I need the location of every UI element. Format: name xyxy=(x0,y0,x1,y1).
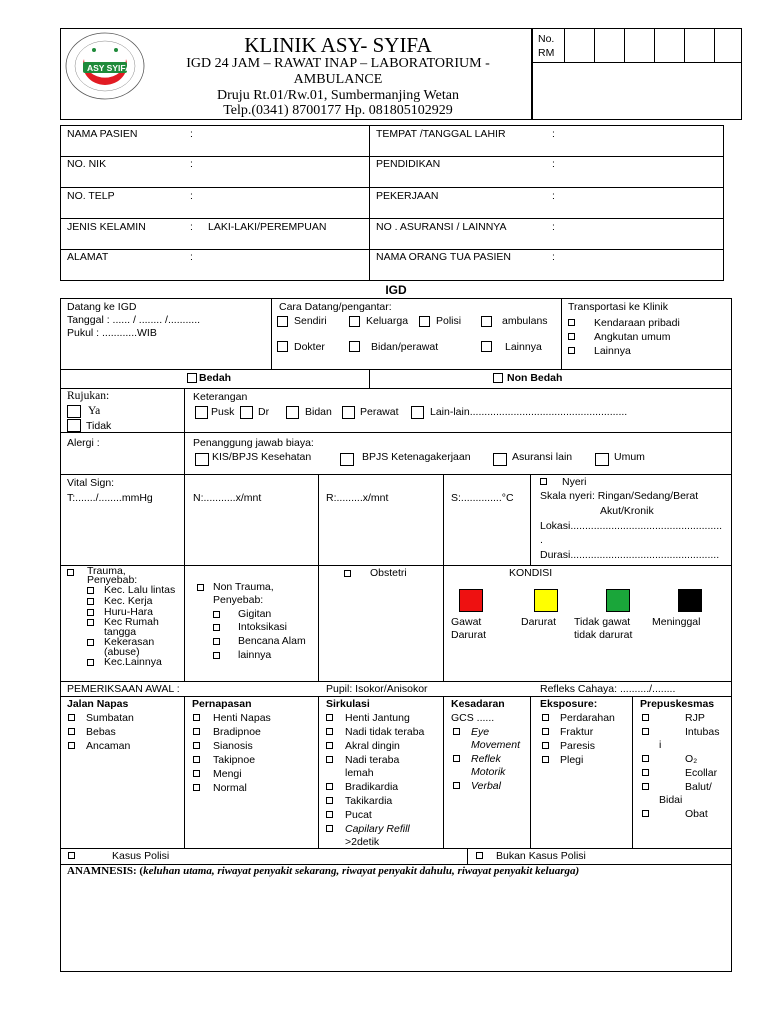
trauma-item: Kec. Kerja xyxy=(104,595,153,607)
gender-value: LAKI-LAKI/PEREMPUAN xyxy=(208,221,327,233)
checkbox-bukan-kasus-polisi[interactable] xyxy=(476,852,483,859)
checkbox-obstetri[interactable] xyxy=(344,570,351,577)
keterangan-label: Keterangan xyxy=(193,391,248,403)
checkbox-umum[interactable] xyxy=(595,453,609,466)
checkbox-o2[interactable] xyxy=(642,755,649,762)
option-kis-bpjs: KIS/BPJS Kesehatan xyxy=(212,451,312,463)
checkbox-kendaraan[interactable] xyxy=(568,319,575,326)
checkbox-huru-hara[interactable] xyxy=(87,609,94,616)
label-nama-pasien: NAMA PASIEN xyxy=(67,128,138,140)
tanggal-field[interactable]: Tanggal : ...... / ........ /........... xyxy=(67,314,201,326)
lokasi-dot: . xyxy=(540,534,543,546)
eksposure-item: Fraktur xyxy=(560,726,594,738)
checkbox-intubasi[interactable] xyxy=(642,728,649,735)
kondisi-tidak-darurat: tidak darurat xyxy=(574,629,633,641)
pernapasan-item: Bradipnoe xyxy=(213,726,261,738)
clinic-name: KLINIK ASY- SYIFA xyxy=(244,33,432,57)
checkbox-kis-bpjs[interactable] xyxy=(195,453,209,466)
label-jenis-kelamin: JENIS KELAMIN xyxy=(67,221,146,233)
checkbox-sianosis[interactable] xyxy=(193,742,200,749)
colon: : xyxy=(190,190,193,202)
rujukan-tidak: Tidak xyxy=(86,420,112,432)
prepuskesmas-item: O₂ xyxy=(685,753,698,765)
clinic-logo xyxy=(64,31,146,101)
prepuskesmas-item: i xyxy=(659,739,662,751)
jalan-napas-item: Sumbatan xyxy=(86,712,134,724)
pupil-field: Pupil: Isokor/Anisokor xyxy=(326,683,428,695)
checkbox-obat[interactable] xyxy=(642,810,649,817)
non-bedah-label: Non Bedah xyxy=(507,372,563,384)
alergi-label: Alergi : xyxy=(67,437,100,449)
kesadaran-item: Movement xyxy=(471,739,521,751)
skala-nyeri-2: Akut/Kronik xyxy=(600,505,654,517)
obstetri-label: Obstetri xyxy=(370,567,407,579)
sirkulasi-item: Pucat xyxy=(345,809,372,821)
checkbox-kekerasan[interactable] xyxy=(87,639,94,646)
checkbox-eye-movement[interactable] xyxy=(453,728,460,735)
option-kendaraan: Kendaraan pribadi xyxy=(594,317,680,329)
trauma-item: Kec Rumah xyxy=(104,616,159,628)
option-bidan: Bidan xyxy=(305,406,332,418)
checkbox-pucat[interactable] xyxy=(326,811,333,818)
anamnesis-title: ANAMNESIS: ( xyxy=(67,865,144,877)
colon: : xyxy=(552,158,555,170)
kondisi-green-swatch[interactable] xyxy=(606,589,630,612)
kondisi-meninggal: Meninggal xyxy=(652,616,701,628)
rujukan-ya: Ya xyxy=(88,405,101,417)
biaya-label: Penanggung jawab biaya: xyxy=(193,437,314,449)
prepuskesmas-item: Bidai xyxy=(659,794,683,806)
checkbox-perdarahan[interactable] xyxy=(542,714,549,721)
datang-label: Datang ke IGD xyxy=(67,301,137,313)
nontrauma-item: Bencana Alam xyxy=(238,635,306,647)
kasus-polisi-label: Kasus Polisi xyxy=(112,850,170,862)
sirkulasi-item: Nadi tidak teraba xyxy=(345,726,425,738)
trauma-item: Huru-Hara xyxy=(104,606,154,618)
option-polisi: Polisi xyxy=(436,315,462,327)
checkbox-balut-bidai[interactable] xyxy=(642,783,649,790)
eksposure-item: Paresis xyxy=(560,740,596,752)
checkbox-bebas[interactable] xyxy=(68,728,75,735)
checkbox-plegi[interactable] xyxy=(542,756,549,763)
kondisi-label: KONDISI xyxy=(509,567,553,579)
checkbox-fraktur[interactable] xyxy=(542,728,549,735)
label-nama-orang-tua: NAMA ORANG TUA PASIEN xyxy=(376,251,511,263)
checkbox-ambulans[interactable] xyxy=(481,316,492,327)
prepuskesmas-item: Balut/ xyxy=(685,781,712,793)
checkbox-akral-dingin[interactable] xyxy=(326,742,333,749)
checkbox-polisi[interactable] xyxy=(419,316,430,327)
colon: : xyxy=(552,128,555,140)
nyeri-label: Nyeri xyxy=(562,476,587,488)
option-asuransi-lain: Asuransi lain xyxy=(512,451,573,463)
prepuskesmas-item: Ecollar xyxy=(685,767,718,779)
checkbox-trauma[interactable] xyxy=(67,569,74,576)
trauma-item: tangga xyxy=(104,626,137,638)
checkbox-dr[interactable] xyxy=(240,406,253,419)
kesadaran-item: Verbal xyxy=(471,780,501,792)
vital-resp[interactable]: R:.........x/mnt xyxy=(326,492,389,504)
checkbox-pusk[interactable] xyxy=(195,406,208,419)
checkbox-kec-rumah-tangga[interactable] xyxy=(87,619,94,626)
kondisi-darurat: Darurat xyxy=(521,616,557,628)
checkbox-rjp[interactable] xyxy=(642,714,649,721)
clinic-phone: Telp.(0341) 8700177 Hp. 081805102929 xyxy=(223,103,453,118)
eksposure-title: Eksposure: xyxy=(540,698,598,710)
nontrauma-item: Gigitan xyxy=(238,608,272,620)
nontrauma-item: Intoksikasi xyxy=(238,621,288,633)
checkbox-ecollar[interactable] xyxy=(642,769,649,776)
jalan-napas-title: Jalan Napas xyxy=(67,698,129,710)
checkbox-angkutan[interactable] xyxy=(568,333,575,340)
pernapasan-item: Takipnoe xyxy=(213,754,256,766)
checkbox-lain-lain[interactable] xyxy=(411,406,424,419)
pernapasan-title: Pernapasan xyxy=(192,698,252,710)
checkbox-bidan[interactable] xyxy=(286,406,299,419)
bukan-kasus-polisi-label: Bukan Kasus Polisi xyxy=(496,850,586,862)
kondisi-gawat-darurat: Gawat xyxy=(451,616,482,628)
checkbox-normal[interactable] xyxy=(193,784,200,791)
vital-nadi[interactable]: N:...........x/mnt xyxy=(193,492,262,504)
checkbox-kec-lainnya[interactable] xyxy=(87,659,94,666)
kondisi-black-swatch[interactable] xyxy=(678,589,702,612)
label-no-telp: NO. TELP xyxy=(67,190,115,202)
sirkulasi-item: Capilary Refill xyxy=(345,823,410,835)
pemeriksaan-label: PEMERIKSAAN AWAL : xyxy=(67,683,180,695)
colon: : xyxy=(552,221,555,233)
lokasi-field[interactable]: Lokasi.................................................... xyxy=(540,520,723,532)
skala-nyeri: Skala nyeri: Ringan/Sedang/Berat xyxy=(540,490,699,502)
vital-suhu[interactable]: S:..............°C xyxy=(451,492,514,504)
prepuskesmas-item: Intubas xyxy=(685,726,720,738)
rm-label-no: No. xyxy=(538,33,555,45)
colon: : xyxy=(190,158,193,170)
checkbox-bidan-perawat[interactable] xyxy=(349,341,360,352)
nontrauma-item: lainnya xyxy=(238,649,272,661)
label-tempat-lahir: TEMPAT /TANGGAL LAHIR xyxy=(376,128,506,140)
kondisi-tidak-gawat: Tidak gawat xyxy=(574,616,631,628)
checkbox-capilary-refill[interactable] xyxy=(326,825,333,832)
sirkulasi-item: Takikardia xyxy=(345,795,393,807)
sirkulasi-item: lemah xyxy=(345,767,374,779)
checkbox-sendiri[interactable] xyxy=(277,316,288,327)
transport-label: Transportasi ke Klinik xyxy=(568,301,668,313)
option-keluarga: Keluarga xyxy=(366,315,409,327)
kesadaran-item: Motorik xyxy=(471,766,506,778)
trauma-sub: Penyebab: xyxy=(87,574,138,586)
checkbox-rujukan-tidak[interactable] xyxy=(67,419,81,432)
checkbox-non-bedah[interactable] xyxy=(493,373,503,383)
colon: : xyxy=(190,128,193,140)
option-pusk: Pusk xyxy=(211,406,235,418)
clinic-address: Druju Rt.01/Rw.01, Sumbermanjing Wetan xyxy=(217,88,459,103)
igd-title: IGD xyxy=(385,283,407,297)
pukul-field[interactable]: Pukul : ............WIB xyxy=(67,327,157,339)
services-line-2: AMBULANCE xyxy=(293,72,383,87)
checkbox-keluarga[interactable] xyxy=(349,316,360,327)
option-ambulans: ambulans xyxy=(502,315,548,327)
cara-label: Cara Datang/pengantar: xyxy=(279,301,392,313)
kesadaran-item: Eye xyxy=(471,726,490,738)
checkbox-nontrauma-lainnya[interactable] xyxy=(213,652,220,659)
option-lain-lain[interactable]: Lain-lain...................................................... xyxy=(430,406,628,418)
pernapasan-item: Normal xyxy=(213,782,247,794)
kondisi-gawat-darurat-2: Darurat xyxy=(451,629,487,641)
checkbox-kec-lalu-lintas[interactable] xyxy=(87,587,94,594)
kondisi-yellow-swatch[interactable] xyxy=(534,589,558,612)
checkbox-paresis[interactable] xyxy=(542,742,549,749)
prepuskesmas-title: Prepuskesmas xyxy=(640,698,715,710)
kesadaran-title: Kesadaran xyxy=(451,698,505,710)
pernapasan-item: Mengi xyxy=(213,768,242,780)
pernapasan-item: Henti Napas xyxy=(213,712,271,724)
checkbox-nadi-teraba-lemah[interactable] xyxy=(326,756,333,763)
colon: : xyxy=(552,251,555,263)
sirkulasi-item: Nadi teraba xyxy=(345,754,400,766)
anamnesis-label xyxy=(67,865,579,877)
kondisi-red-swatch[interactable] xyxy=(459,589,483,612)
checkbox-bradikardia[interactable] xyxy=(326,783,333,790)
trauma-item: Kec.Lainnya xyxy=(104,656,162,668)
checkbox-bpjs-tk[interactable] xyxy=(340,453,354,466)
sirkulasi-item: >2detik xyxy=(345,836,380,848)
checkbox-verbal[interactable] xyxy=(453,782,460,789)
option-bpjs-tk: BPJS Ketenagakerjaan xyxy=(362,451,471,463)
jalan-napas-item: Ancaman xyxy=(86,740,131,752)
trauma-item: Kekerasan xyxy=(104,636,155,648)
anamnesis-textarea[interactable] xyxy=(62,880,730,970)
option-perawat: Perawat xyxy=(360,406,399,418)
trauma-item: (abuse) xyxy=(104,646,140,658)
checkbox-gigitan[interactable] xyxy=(213,611,220,618)
option-dokter: Dokter xyxy=(294,341,325,353)
trauma-title: Trauma, xyxy=(87,565,126,577)
checkbox-kasus-polisi[interactable] xyxy=(68,852,75,859)
checkbox-perawat[interactable] xyxy=(342,406,355,419)
sirkulasi-item: Bradikardia xyxy=(345,781,399,793)
checkbox-reflek-motorik[interactable] xyxy=(453,755,460,762)
checkbox-kec-kerja[interactable] xyxy=(87,598,94,605)
durasi-field[interactable]: Durasi................................................... xyxy=(540,549,720,561)
kesadaran-item: Reflek xyxy=(471,753,501,765)
checkbox-henti-jantung[interactable] xyxy=(326,714,333,721)
checkbox-intoksikasi[interactable] xyxy=(213,624,220,631)
checkbox-takipnoe[interactable] xyxy=(193,756,200,763)
colon: : xyxy=(190,251,193,263)
option-lainnya: Lainnya xyxy=(505,341,542,353)
colon: : xyxy=(190,221,193,233)
checkbox-rujukan-ya[interactable] xyxy=(67,405,81,418)
label-pekerjaan: PEKERJAAN xyxy=(376,190,439,202)
prepuskesmas-item: Obat xyxy=(685,808,708,820)
prepuskesmas-item: RJP xyxy=(685,712,705,724)
eksposure-item: Plegi xyxy=(560,754,584,766)
colon: : xyxy=(552,190,555,202)
sirkulasi-item: Akral dingin xyxy=(345,740,400,752)
checkbox-dokter[interactable] xyxy=(277,341,288,352)
vital-label: Vital Sign: xyxy=(67,477,115,489)
logo-text: ASY SYIFA xyxy=(87,63,132,73)
trauma-item: Kec. Lalu lintas xyxy=(104,584,176,596)
checkbox-nyeri[interactable] xyxy=(540,478,547,485)
checkbox-sumbatan[interactable] xyxy=(68,714,75,721)
sirkulasi-title: Sirkulasi xyxy=(326,698,370,710)
option-umum: Umum xyxy=(614,451,645,463)
rujukan-label: Rujukan: xyxy=(67,390,110,402)
checkbox-non-trauma[interactable] xyxy=(197,584,204,591)
option-dr: Dr xyxy=(258,406,270,418)
checkbox-lainnya[interactable] xyxy=(481,341,492,352)
checkbox-asuransi-lain[interactable] xyxy=(493,453,507,466)
label-no-nik: NO. NIK xyxy=(67,158,107,170)
jalan-napas-item: Bebas xyxy=(86,726,116,738)
gcs-field[interactable]: GCS ...... xyxy=(451,712,495,724)
eksposure-item: Perdarahan xyxy=(560,712,615,724)
checkbox-takikardia[interactable] xyxy=(326,797,333,804)
bedah-label: Bedah xyxy=(199,372,232,384)
checkbox-nadi-tidak-teraba[interactable] xyxy=(326,728,333,735)
checkbox-bencana-alam[interactable] xyxy=(213,638,220,645)
checkbox-bedah[interactable] xyxy=(187,373,197,383)
label-pendidikan: PENDIDIKAN xyxy=(376,158,441,170)
option-sendiri: Sendiri xyxy=(294,315,327,327)
vital-tension[interactable]: T:......./........mmHg xyxy=(67,492,153,504)
anamnesis-description: keluhan utama, riwayat penyakit sekarang, riwayat penyakit dahulu, riwayat penyakit keluarga) xyxy=(143,865,580,877)
checkbox-bradipnoe[interactable] xyxy=(193,728,200,735)
option-bidan-perawat: Bidan/perawat xyxy=(371,341,439,353)
pernapasan-item: Sianosis xyxy=(213,740,253,752)
rm-label-rm: RM xyxy=(538,47,555,59)
checkbox-henti-napas[interactable] xyxy=(193,714,200,721)
checkbox-mengi[interactable] xyxy=(193,770,200,777)
services-line-1: IGD 24 JAM – RAWAT INAP – LABORATORIUM - xyxy=(186,56,490,71)
checkbox-ancaman[interactable] xyxy=(68,742,75,749)
nontrauma-title: Non Trauma, xyxy=(213,581,274,593)
nontrauma-sub: Penyebab: xyxy=(213,594,264,606)
label-alamat: ALAMAT xyxy=(67,251,109,263)
label-asuransi: NO . ASURANSI / LAINNYA xyxy=(376,221,507,233)
refleks-field[interactable]: Refleks Cahaya: ........../........ xyxy=(540,683,676,695)
sirkulasi-item: Henti Jantung xyxy=(345,712,410,724)
checkbox-transport-lainnya[interactable] xyxy=(568,347,575,354)
option-transport-lainnya: Lainnya xyxy=(594,345,631,357)
option-angkutan: Angkutan umum xyxy=(594,331,671,343)
